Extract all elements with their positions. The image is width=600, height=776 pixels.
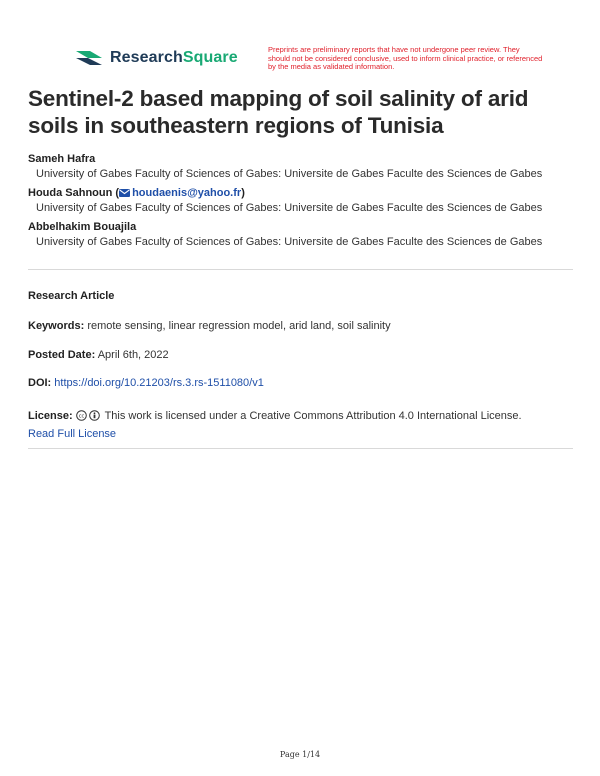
creative-commons-icon [76,410,87,421]
preprint-disclaimer: Preprints are preliminary reports that have not undergone peer review. They should not be considered conclusive, used to inform clinical practice, or referenced by the media as validated information. [268,45,543,71]
author-affiliation: University of Gabes Faculty of Sciences of Gabes: Universite de Gabes Faculte des Sciences de Gabes [36,236,543,248]
logo-text-research: Research [110,49,183,66]
svg-text:cc: cc [78,413,84,420]
logo-text-square: Square [182,49,238,66]
research-square-logo[interactable] [74,48,238,68]
license-text: This work is licensed under a Creative Commons Attribution 4.0 International License. [104,410,522,422]
posted-date-value: April 6th, 2022 [97,349,169,361]
page-number: Page 1/14 [279,750,321,759]
paper-title: Sentinel-2 based mapping of soil salinity of arid soils in southeastern regions of Tunisia [28,86,529,138]
article-type [28,290,576,302]
attribution-icon [89,410,100,421]
keywords-label: Keywords: [28,320,85,332]
read-full-license-link[interactable]: Read Full License [28,428,117,440]
author-name-with-email [28,186,576,201]
author-list [28,152,576,254]
posted-date-row [28,349,576,361]
divider [28,448,573,449]
author-affiliation: University of Gabes Faculty of Sciences of Gabes: Universite de Gabes Faculte des Sciences de Gabes [36,168,543,180]
license-row [28,407,576,443]
mail-icon [119,189,130,197]
logo-text [110,49,238,67]
article-type-label: Research Article [28,290,115,302]
doi-row [28,377,576,389]
author-name: Abbelhakim Bouajila [28,221,137,233]
doi-label: DOI: [28,377,52,389]
keywords-row [28,320,576,332]
author-email-link[interactable]: houdaenis@yahoo.fr [132,187,242,199]
doi-link[interactable]: https://doi.org/10.21203/rs.3.rs-1511080/v1 [54,377,264,389]
research-square-logo-icon [74,48,104,68]
author-name: Houda Sahnoun [28,187,113,199]
author-affiliation: University of Gabes Faculty of Sciences of Gabes: Universite de Gabes Faculte des Sciences de Gabes [36,202,543,214]
license-label: License: [28,410,73,422]
author-name: Sameh Hafra [28,153,96,165]
divider [28,269,573,270]
posted-date-label: Posted Date: [28,349,96,361]
email-wrap: ( houdaenis@yahoo.fr) [115,187,245,199]
keywords-value: remote sensing, linear regression model, arid land, soil salinity [87,320,391,332]
